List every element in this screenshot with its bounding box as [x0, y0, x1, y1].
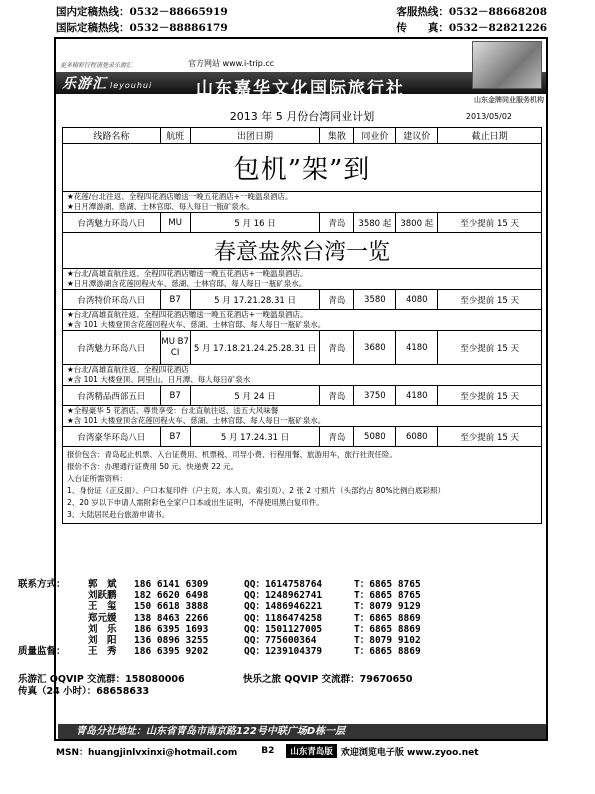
header-suggest: 建议价	[396, 128, 438, 144]
page-number: B2	[261, 746, 275, 756]
contact-list	[18, 579, 421, 657]
header-deadline: 截止日期	[438, 128, 542, 144]
fax-number: 传 真：0532－82821226	[396, 22, 547, 34]
table-row: 台湾魅力环岛八日 MU B7 CI 5 月 17.18.21.24.25.28.31 日 青岛 3680 4180 至少提前 15 天	[63, 331, 542, 365]
header-hub: 集散	[320, 128, 354, 144]
hotlines	[56, 4, 547, 36]
list-item: 刘 乐 186 6395 1693 QQ：1501127005 T：6865 8869	[88, 623, 421, 635]
address-bar: 青岛分社地址：山东省青岛市南京路122号中联广场D栋一层	[58, 724, 546, 739]
list-item: 郑元媛 138 8463 2266 QQ：1186474258 T：6865 8869	[88, 612, 421, 624]
section1-title: 包机”架”到	[63, 144, 542, 192]
table-title-row	[62, 107, 542, 127]
international-hotline: 国际定稿热线：0532－88886179	[56, 22, 228, 34]
edition-badge: 山东青岛版	[286, 744, 337, 758]
list-item: 质量监督： 王 秀 186 6395 9202 QQ：1239104379 T：6865 8869	[18, 646, 421, 658]
section2-notes: ★台北/高雄直航往返、全程四花酒店赠送一晚五花酒店+一晚温泉酒店。 ★含 101 大楼登顶含花莲回程火车、慈湖、士林官邸、每人每日一瓶矿泉水。	[63, 310, 542, 331]
header-date: 出团日期	[190, 128, 320, 144]
section2-notes: ★全程豪华 5 花酒店、尊贵享受：台北直航往返、送五大风味餐 ★含 101 大楼登顶含花莲回程火车、慈湖、士林官邸、每人每日一瓶矿泉水。	[63, 406, 542, 427]
table-header	[63, 128, 542, 144]
header-flight: 航班	[160, 128, 190, 144]
section1-notes: ★花莲/台北往返、全程四花酒店赠送一晚五花酒店+一晚温泉酒店。 ★日月潭游湖、慈湖、士林官邸、每人每日一瓶矿泉水。	[63, 192, 542, 213]
website-link[interactable]: 官方网站 www.i-trip.cc	[188, 59, 275, 68]
price-terms: 报价包含：青岛起止机票、入台证费用、机票税、司导小费、行程用餐、旅游用车，旅行社责任险。 报价不含：办理通行证费用 50 元、快递费 22 元。 入台证所需资料： 1、身份证（正反面）、户口本复印件（户主页、本人页、索引页）、2 张 2 寸照片（头部约占 80%比例白底彩照） 2、20 岁以下申请人需附彩色全家户口本或出生证明，不得使用黑白复印件。 3、大陆居民赴台旅游申请书。	[63, 447, 542, 524]
header-route: 线路名称	[63, 128, 161, 144]
banner	[56, 39, 546, 105]
section2-notes: ★台北/高雄直航往返、全程四花酒店 ★含 101 大楼登顶、阿里山、日月潭、每人每日矿泉水	[63, 365, 542, 386]
list-item: 联系方式： 郭 斌 186 6141 6309 QQ：1614758764 T：6865 8765	[18, 579, 421, 590]
list-item: 刘 阳 136 0896 3255 QQ：775600364 T：8079 9102	[88, 635, 421, 647]
fax-24h: 传真（24 小时）：68658633	[18, 686, 150, 697]
section2-notes: ★台北/高雄直航往返、全程四花酒店赠送一晚五花酒店+一晚温泉酒店。 ★日月潭游湖含花莲回程火车、慈湖、士林官邸、每人每日一瓶矿泉水。	[63, 269, 542, 290]
header-price: 同业价	[354, 128, 396, 144]
list-item: 王 玺 150 6618 3888 QQ：1486946221 T：8079 9129	[88, 601, 421, 613]
qq-group-1: 乐游汇 QQVIP 交流群：158080006	[18, 674, 185, 685]
list-item: 刘跃鹏 182 6620 6498 QQ：1248962741 T：6865 8765	[88, 590, 421, 602]
qq-groups	[18, 674, 413, 698]
tagline: 山东金牌同业服务机构	[474, 96, 544, 104]
brand-logo: 乐游汇 leyouhui	[62, 76, 153, 92]
table-row: 台湾特价环岛八日 B7 5 月 17.21.28.31 日 青岛 3580 4080 至少提前 15 天	[63, 290, 542, 310]
itinerary-table-wrap	[62, 107, 542, 524]
section2-title: 春意盎然台湾一览	[63, 233, 542, 269]
company-name: 山东嘉华文化国际旅行社	[196, 79, 405, 99]
scenery-photo	[472, 41, 542, 89]
table-date: 2013/05/02	[465, 112, 512, 121]
service-hotline: 客服热线：0532－88668208	[396, 6, 547, 18]
slogan: 更多精彩行程请登录乐游汇	[60, 62, 133, 69]
table-row: 台湾魅力环岛八日 MU 5 月 16 日 青岛 3580 起 3800 起 至少提前 15 天	[63, 213, 542, 233]
itinerary-table	[62, 127, 542, 524]
qq-group-2: 快乐之旅 QQVIP 交流群：79670650	[243, 674, 413, 685]
domestic-hotline: 国内定稿热线：0532－88665919	[56, 6, 228, 18]
page-footer	[56, 744, 546, 758]
table-row: 台湾豪华环岛八日 B7 5 月 17.24.31 日 青岛 5080 6080 至少提前 15 天	[63, 427, 542, 447]
table-title: 2013 年 5 月份台湾同业计划	[229, 110, 375, 123]
msn-contact: MSN：huangjinlvxinxi@hotmail.com	[56, 747, 238, 758]
table-row: 台湾精品西部五日 B7 5 月 24 日 青岛 3750 4180 至少提前 15 天	[63, 386, 542, 406]
promo-link[interactable]: 欢迎浏览电子版 www.zyoo.net	[340, 747, 479, 758]
